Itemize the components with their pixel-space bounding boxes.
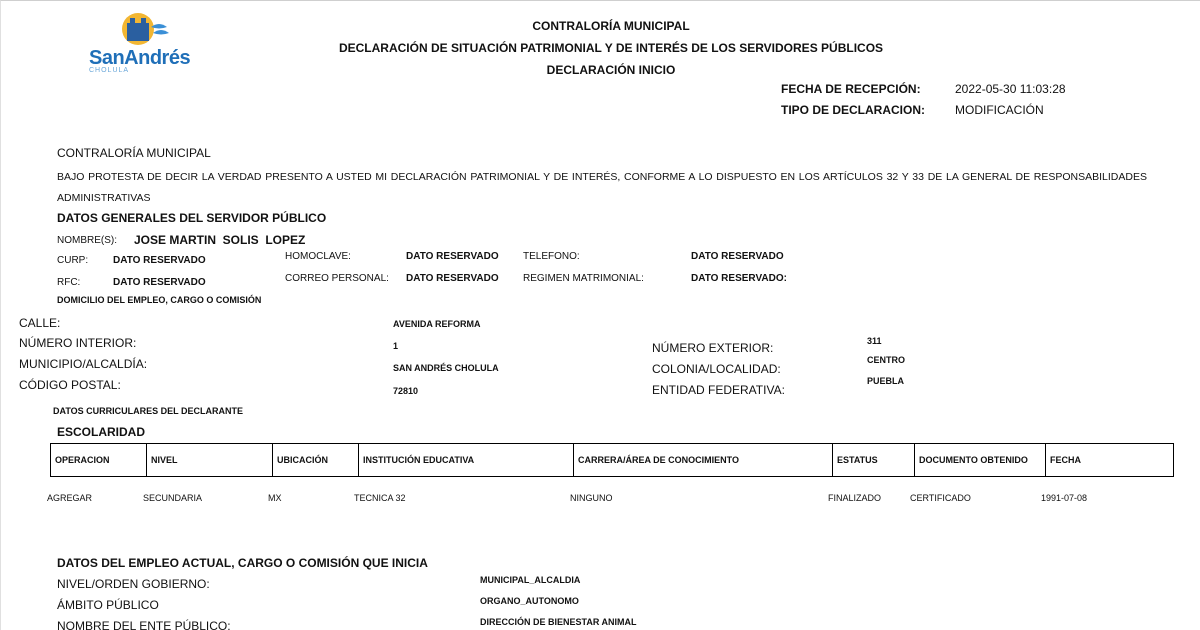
table-cell-documento: CERTIFICADO: [910, 493, 971, 503]
regimen-value: DATO RESERVADO:: [691, 273, 787, 284]
column-header: FECHA: [1046, 444, 1174, 477]
ambito-value: ORGANO_AUTONOMO: [480, 596, 579, 606]
tipo-label: TIPO DE DECLARACION:: [781, 103, 925, 117]
title-declaracion: DECLARACIÓN DE SITUACIÓN PATRIMONIAL Y DE INTERÉS DE LOS SERVIDORES PÚBLICOS: [338, 41, 884, 55]
datos-generales-heading: DATOS GENERALES DEL SERVIDOR PÚBLICO: [57, 211, 327, 225]
telefono-value: DATO RESERVADO: [691, 251, 784, 262]
logo-subtitle: CHOLULA: [89, 67, 130, 74]
nombre-value: JOSE MARTIN SOLIS LOPEZ: [134, 233, 306, 247]
ambito-label: ÁMBITO PÚBLICO: [57, 598, 159, 612]
nivel-gobierno-label: NIVEL/ORDEN GOBIERNO:: [57, 577, 210, 591]
calle-label: CALLE:: [19, 316, 61, 330]
fecha-label: FECHA DE RECEPCIÓN:: [781, 82, 921, 96]
domicilio-heading: DOMICILIO DEL EMPLEO, CARGO O COMISIÓN: [57, 295, 262, 305]
title-inicio: DECLARACIÓN INICIO: [546, 63, 676, 77]
logo-wordmark: SanAndrés: [89, 47, 191, 69]
table-cell-ubicacion: MX: [268, 493, 282, 503]
column-header: INSTITUCIÓN EDUCATIVA: [359, 444, 574, 477]
homoclave-label: HOMOCLAVE:: [285, 251, 351, 262]
protest-paragraph: BAJO PROTESTA DE DECIR LA VERDAD PRESENTO A USTED MI DECLARACIÓN PATRIMONIAL Y DE INTERÉS, CONFORME A LO DISPUESTO EN LOS ARTÍCULOS 32 Y 33 DE LA GENERAL DE RESPONSABILIDADES ADMINISTRATIVAS: [57, 171, 1147, 204]
nivel-gobierno-value: MUNICIPAL_ALCALDIA: [480, 575, 581, 585]
num-int-value: 1: [393, 341, 399, 351]
ente-value: DIRECCIÓN DE BIENESTAR ANIMAL: [480, 617, 637, 627]
escolaridad-heading: ESCOLARIDAD: [57, 425, 146, 439]
tipo-value: MODIFICACIÓN: [955, 103, 1044, 117]
column-header: DOCUMENTO OBTENIDO: [915, 444, 1046, 477]
curriculares-heading: DATOS CURRICULARES DEL DECLARANTE: [53, 406, 244, 416]
table-cell-estatus: FINALIZADO: [828, 493, 882, 503]
column-header: ESTATUS: [833, 444, 915, 477]
empleo-heading: DATOS DEL EMPLEO ACTUAL, CARGO O COMISIÓN QUE INICIA: [57, 556, 428, 570]
entidad-value: PUEBLA: [867, 376, 905, 386]
table-cell-fecha: 1991-07-08: [1041, 493, 1088, 503]
column-header: NIVEL: [147, 444, 273, 477]
curp-label: CURP:: [57, 255, 89, 266]
cp-value: 72810: [393, 386, 419, 396]
fecha-value: 2022-05-30 11:03:28: [955, 82, 1066, 96]
num-int-label: NÚMERO INTERIOR:: [19, 336, 137, 350]
table-cell-nivel: SECUNDARIA: [143, 493, 203, 503]
column-header: CARRERA/ÁREA DE CONOCIMIENTO: [574, 444, 833, 477]
municipio-label: MUNICIPIO/ALCALDÍA:: [19, 357, 148, 371]
table-cell-carrera: NINGUNO: [570, 493, 613, 503]
curp-value: DATO RESERVADO: [113, 255, 206, 266]
entidad-label: ENTIDAD FEDERATIVA:: [652, 383, 785, 397]
table-cell-operacion: AGREGAR: [47, 493, 93, 503]
calle-value: AVENIDA REFORMA: [393, 319, 481, 329]
column-header: UBICACIÓN: [273, 444, 359, 477]
homoclave-value: DATO RESERVADO: [406, 251, 499, 262]
colonia-label: COLONIA/LOCALIDAD:: [652, 362, 781, 376]
correo-label: CORREO PERSONAL:: [285, 273, 389, 284]
ente-label: NOMBRE DEL ENTE PÚBLICO:: [57, 619, 231, 630]
municipio-value: SAN ANDRÉS CHOLULA: [393, 363, 499, 373]
title-contraloria: CONTRALORÍA MUNICIPAL: [532, 19, 690, 33]
telefono-label: TELEFONO:: [523, 251, 580, 262]
nombre-label: NOMBRE(S):: [57, 235, 117, 246]
cp-label: CÓDIGO POSTAL:: [19, 378, 121, 392]
correo-value: DATO RESERVADO: [406, 273, 499, 284]
table-cell-institucion: TECNICA 32: [354, 493, 406, 503]
column-header: OPERACION: [51, 444, 147, 477]
num-ext-value: 311: [867, 336, 882, 346]
document-title-block: [331, 15, 891, 81]
colonia-value: CENTRO: [867, 355, 905, 365]
escolaridad-table: [50, 443, 1174, 477]
rfc-value: DATO RESERVADO: [113, 277, 206, 288]
addressee: CONTRALORÍA MUNICIPAL: [57, 146, 211, 160]
rfc-label: RFC:: [57, 277, 81, 288]
regimen-label: REGIMEN MATRIMONIAL:: [523, 273, 644, 284]
num-ext-label: NÚMERO EXTERIOR:: [652, 341, 774, 355]
table-header-row: [51, 444, 1174, 477]
